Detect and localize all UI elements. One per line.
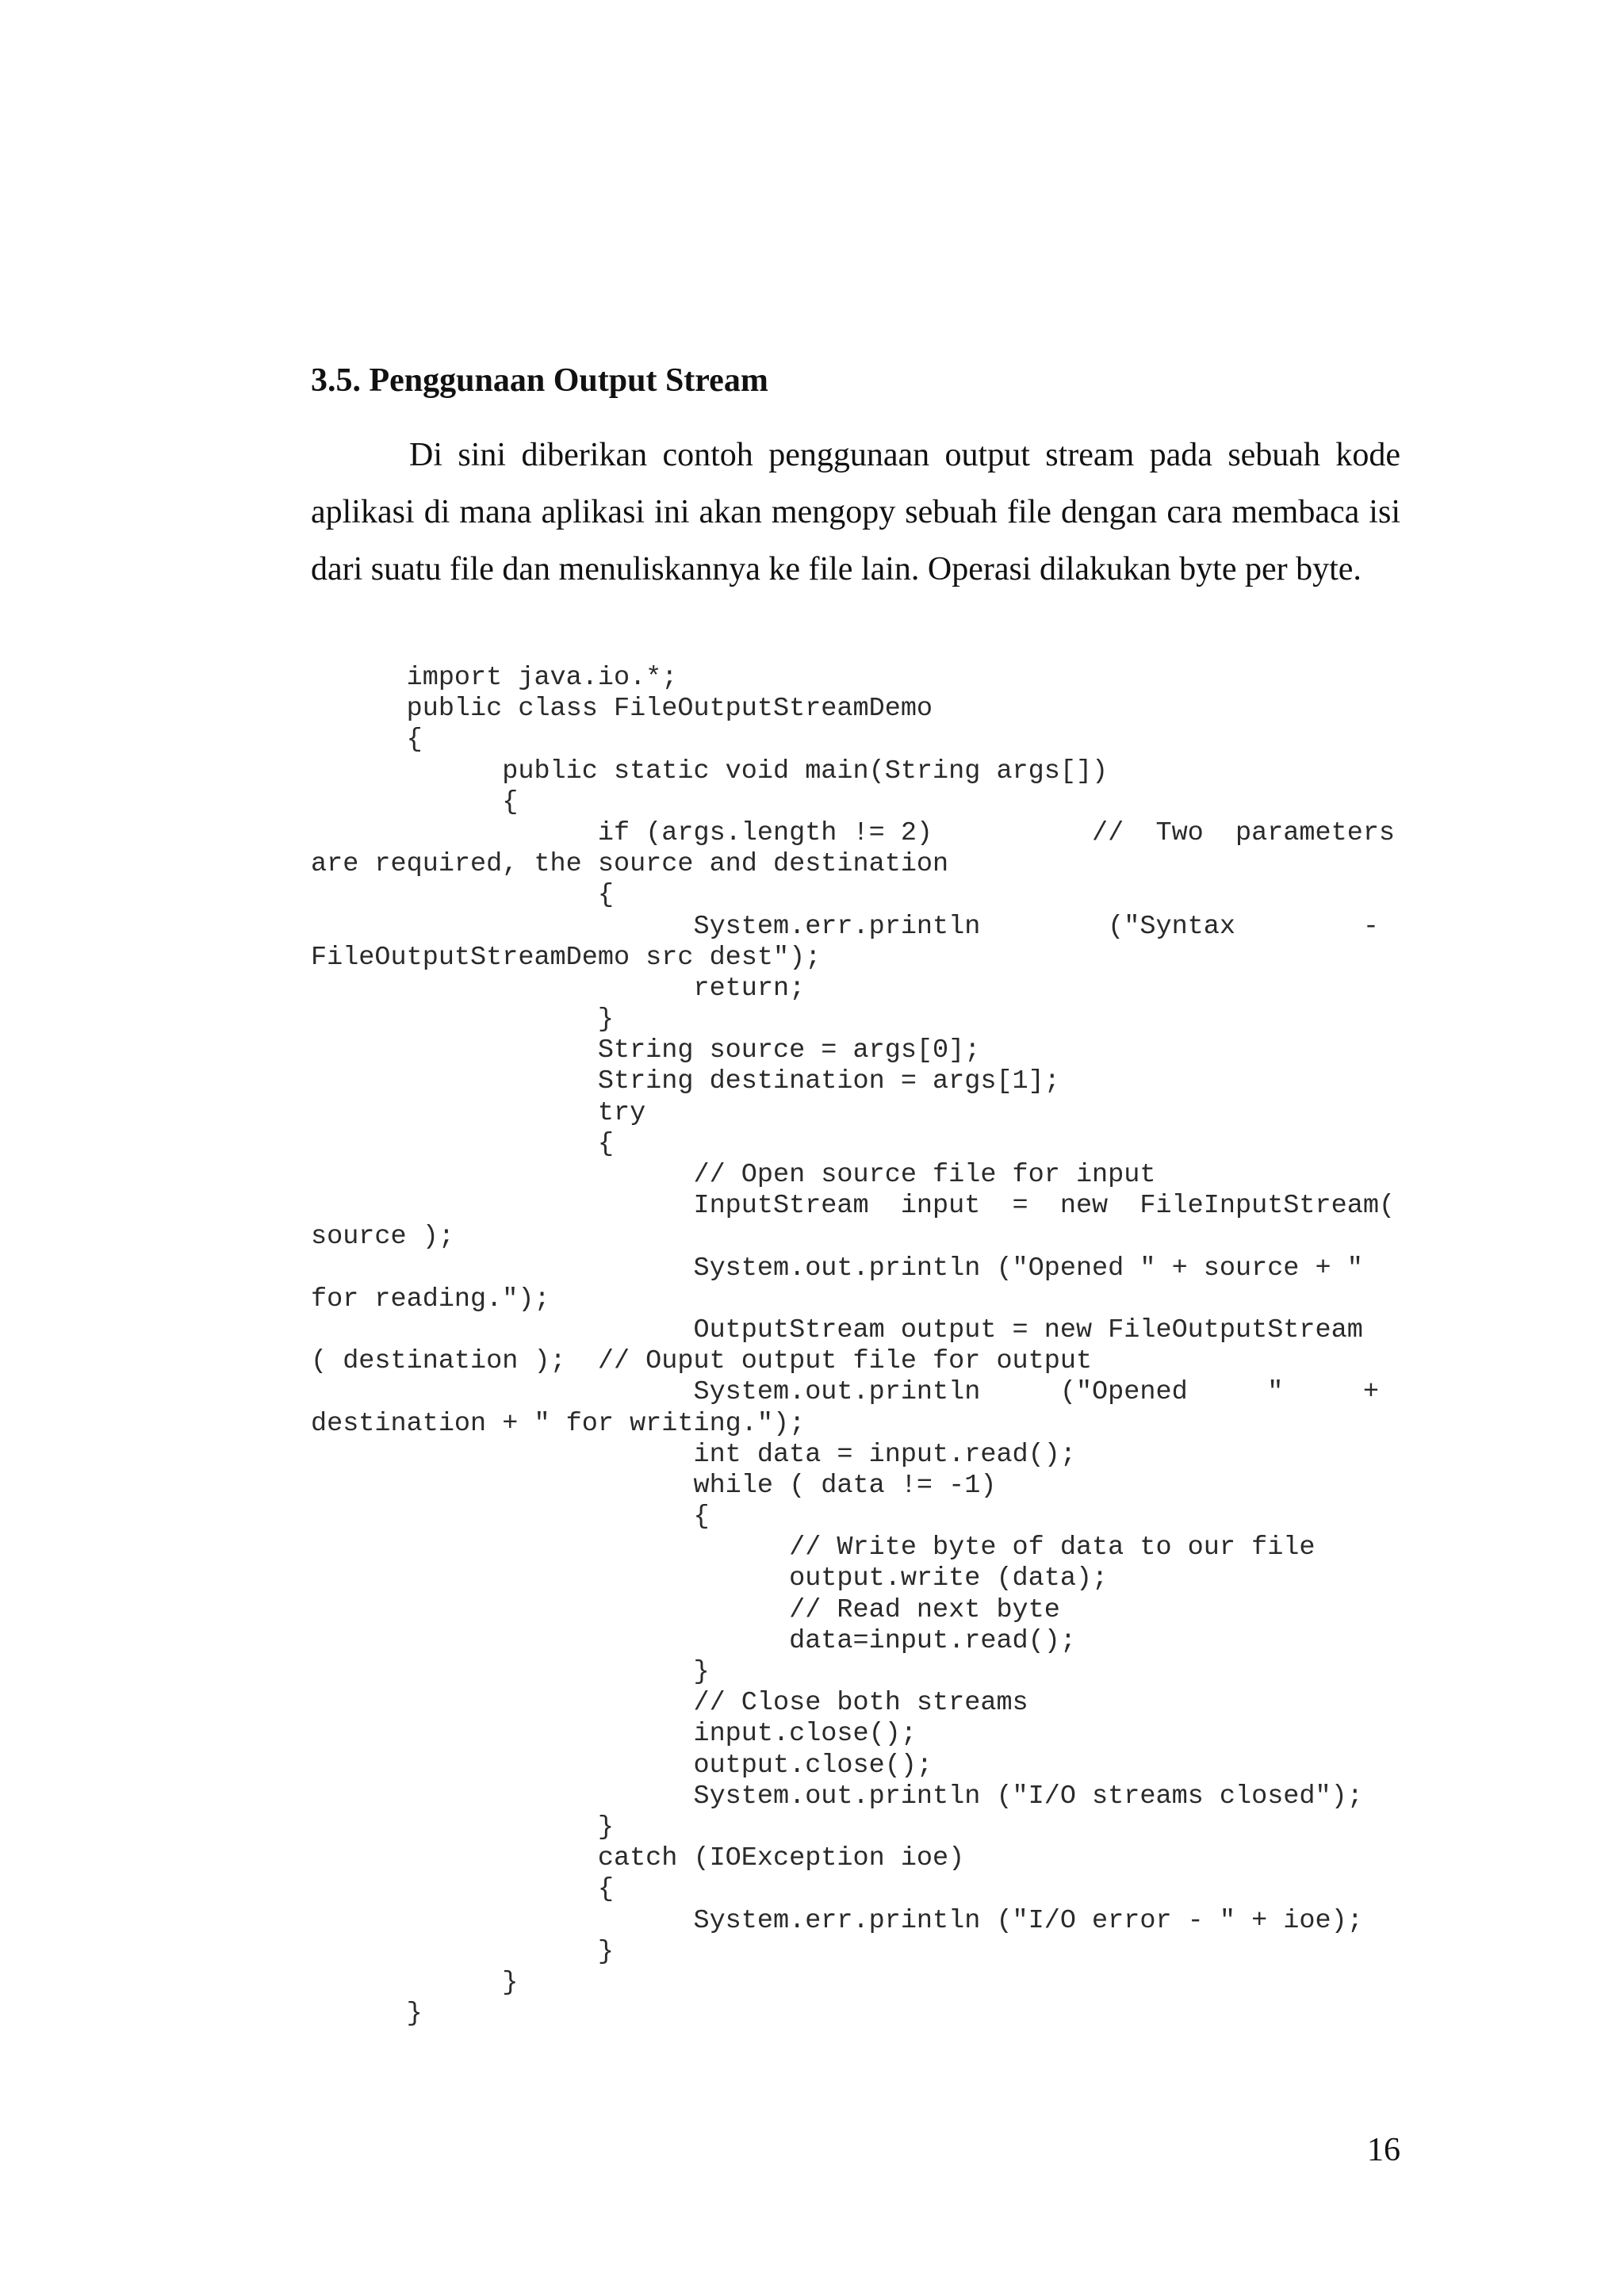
code-line: int data = input.read();: [311, 1439, 1076, 1470]
code-line: ( destination ); // Ouput output file for output: [311, 1346, 1093, 1377]
code-line: FileOutputStreamDemo src dest");: [311, 942, 822, 973]
code-line: input.close();: [311, 1719, 917, 1750]
code-line: data=input.read();: [311, 1625, 1076, 1656]
code-line: System.out.println ("I/O streams closed");: [311, 1781, 1363, 1812]
code-line: }: [311, 1967, 519, 1998]
code-line: InputStream input = new FileInputStream(: [311, 1191, 1396, 1222]
code-line: {: [311, 1874, 614, 1905]
code-line: if (args.length != 2) // Two parameters: [311, 817, 1396, 848]
code-line: source );: [311, 1222, 454, 1253]
code-line: public class FileOutputStreamDemo: [311, 694, 933, 725]
code-line: OutputStream output = new FileOutputStream: [311, 1314, 1363, 1345]
code-listing: [311, 663, 1405, 2030]
section-heading: 3.5. Penggunaan Output Stream: [311, 362, 768, 399]
code-line: {: [311, 786, 519, 817]
code-line: System.out.println ("Opened " + source + ": [311, 1253, 1363, 1284]
code-line: {: [311, 1502, 710, 1533]
code-line: System.err.println ("I/O error - " + ioe);: [311, 1905, 1363, 1936]
code-line: are required, the source and destination: [311, 849, 949, 880]
code-line: String source = args[0];: [311, 1035, 981, 1066]
code-line: try: [311, 1097, 646, 1128]
code-line: }: [311, 1657, 710, 1687]
code-line: }: [311, 1999, 423, 2030]
code-line: System.err.println ("Syntax -: [311, 911, 1379, 942]
code-line: // Close both streams: [311, 1688, 1028, 1719]
code-line: destination + " for writing.");: [311, 1408, 806, 1439]
code-line: {: [311, 1128, 614, 1159]
code-line: System.out.println ("Opened " +: [311, 1377, 1379, 1408]
code-line: }: [311, 1004, 614, 1035]
code-line: {: [311, 725, 423, 756]
code-line: catch (IOException ioe): [311, 1843, 965, 1874]
code-line: output.write (data);: [311, 1563, 1109, 1594]
code-line: }: [311, 1936, 614, 1967]
code-line: // Read next byte: [311, 1594, 1060, 1625]
code-line: String destination = args[1];: [311, 1066, 1060, 1097]
intro-paragraph: Di sini diberikan contoh penggunaan output stream pada sebuah kode aplikasi di mana aplikasi ini akan mengopy sebuah file dengan cara membaca isi dari suatu file dan menuliskannya ke file lain. Operasi dilakukan byte per byte.: [311, 437, 1400, 587]
code-line: // Write byte of data to our file: [311, 1533, 1316, 1563]
code-line: import java.io.*;: [311, 663, 678, 693]
code-line: }: [311, 1812, 614, 1843]
code-line: for reading.");: [311, 1284, 550, 1314]
code-line: // Open source file for input: [311, 1160, 1156, 1190]
code-line: return;: [311, 973, 806, 1004]
code-line: public static void main(String args[]): [311, 756, 1109, 786]
code-line: output.close();: [311, 1750, 933, 1781]
page-number: 16: [1367, 2132, 1400, 2168]
code-line: while ( data != -1): [311, 1470, 997, 1501]
code-line: {: [311, 880, 614, 911]
